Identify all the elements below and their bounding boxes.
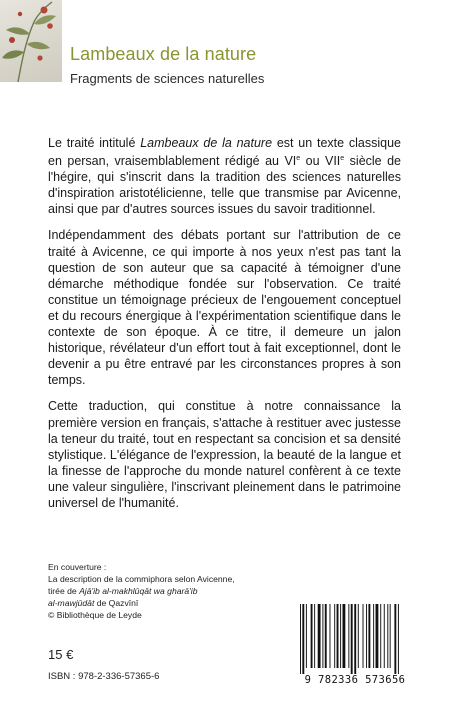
barcode-bar (376, 604, 379, 668)
barcode-bar (348, 604, 349, 668)
barcode-digits: 9 782336 573656 (304, 674, 406, 686)
barcode-bar (358, 604, 359, 668)
barcode-bar (318, 604, 321, 668)
barcode-bar (366, 604, 367, 668)
barcode-bar (380, 604, 381, 668)
barcode-bar (354, 604, 356, 674)
isbn: ISBN : 978-2-336-57365-6 (48, 671, 160, 682)
barcode-bar (311, 604, 313, 668)
barcode-bar (398, 604, 399, 674)
barcode-bar (314, 604, 315, 668)
price: 15 € (48, 647, 74, 662)
barcode-bar (340, 604, 341, 668)
barcode-bar (368, 604, 370, 668)
credits-copyright: © Bibliothèque de Leyde (48, 610, 142, 620)
barcode-bar (384, 604, 385, 668)
botanical-illustration (0, 0, 62, 82)
barcode-bar (330, 604, 331, 668)
barcode-bar (387, 604, 388, 668)
credits-line: al-mawjūdāt de Qazvīnī (48, 598, 139, 608)
credits-line: tirée de Ajā'ib al-makhlūqāt wa gharā'ib (48, 586, 198, 596)
book-subtitle: Fragments de sciences naturelles (70, 71, 265, 86)
barcode-bar (334, 604, 335, 668)
back-cover-blurb (48, 135, 401, 521)
paragraph-1: Le traité intitulé Lambeaux de la nature est un texte classique en persan, vraisemblablement rédigé au VIe ou VIIe siècle de l'hégire, qui s'inscrit dans la tradition des sciences naturelles d'inspiration aristotélicienne, telle que transmise par Avicenne, ainsi que par d'autres sources issues du savoir traditionnel. (48, 136, 401, 217)
credits-label: En couverture : (48, 562, 107, 572)
barcode-bar (325, 604, 327, 668)
barcode-bar (390, 604, 391, 668)
paragraph-3: Cette traduction, qui constitue à notre connaissance la première version en français, s'attache à restituer avec justesse la teneur du traité, tout en respectant sa concision et sa densité stylistique. L'élégance de l'expression, la beauté de la langue et la finesse de l'approche du monde naturel confèrent à ce texte une valeur singulière, l'inscrivant pleinement dans le patrimoine universel de l'humanité. (48, 399, 401, 510)
barcode-bar (302, 604, 304, 674)
barcode-bar (373, 604, 374, 668)
barcode-bar (337, 604, 339, 668)
paragraph-2: Indépendamment des débats portant sur l'attribution de ce traité à Avicenne, ce qui importe à nos yeux n'est pas tant la question de son auteur que sa capacité à témoigner d'une démarche méthodique fondée sur l'observation. Ce traité constitue un témoignage précieux de l'engouement conceptuel et du recours énergique à l'expérimentation scientifique dans le contexte de son époque. À ce titre, il demeure un jalon historique, révélateur d'un effort tout à fait exceptionnel, dont le devenir a pu être entravé par les circonstances propres à son temps. (48, 228, 401, 388)
book-title: Lambeaux de la nature (70, 44, 257, 64)
credits-line: La description de la commiphora selon Avicenne, (48, 574, 235, 584)
barcode-bar (300, 604, 301, 674)
barcode-bars (296, 604, 414, 674)
barcode-bar (394, 604, 396, 674)
barcode-bar (306, 604, 307, 668)
barcode-bar (363, 604, 364, 668)
cover-illustration (0, 0, 62, 82)
barcode (296, 604, 414, 690)
barcode-bar (322, 604, 323, 668)
barcode-bar (342, 604, 345, 668)
barcode-bar (351, 604, 353, 674)
cover-credits (48, 561, 235, 621)
